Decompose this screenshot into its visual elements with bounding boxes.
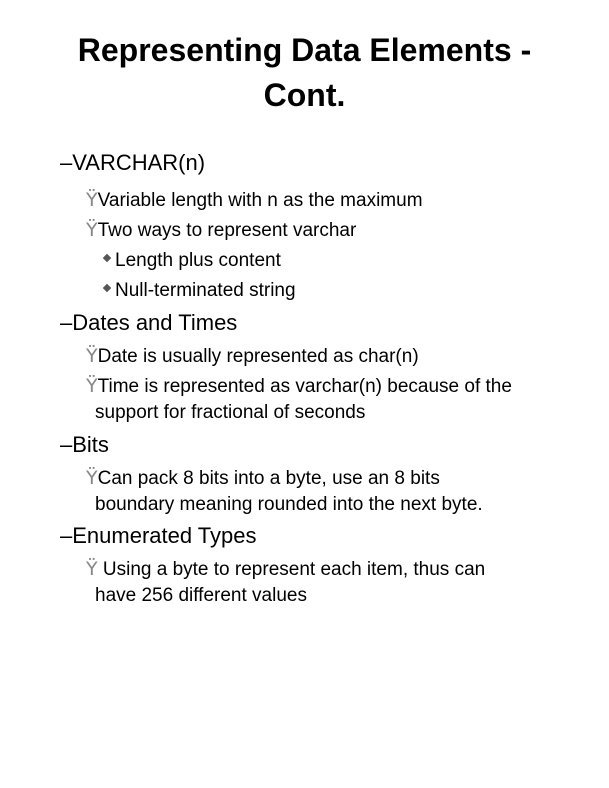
bullet-glyph: Ÿ [86,558,98,580]
diamond-bullet-icon [103,254,111,262]
sub-item-text: Null-terminated string [115,280,296,301]
item-text-continued: boundary meaning rounded into the next byte. [95,494,483,515]
heading-enumerated-types: –Enumerated Types [60,523,257,548]
heading-dates-and-times: –Dates and Times [60,310,238,335]
list-item [86,343,586,370]
heading-varchar: –VARCHAR(n) [60,150,206,175]
list-item [86,465,586,518]
title-line-1: Representing Data Elements - [77,32,532,68]
item-text: Time is represented as varchar(n) because of the [97,376,512,397]
bullet-glyph: Ÿ [86,219,98,241]
item-text: Two ways to represent varchar [97,220,357,241]
title-line-2: Cont. [263,77,346,113]
list-item [86,373,586,426]
sub-list-item [104,278,296,304]
bullet-glyph: Ÿ [86,189,98,211]
list-item [86,187,586,214]
item-text: Using a byte to represent each item, thus can [97,559,486,580]
sub-list-item [104,248,281,274]
item-text: Can pack 8 bits into a byte, use an 8 bits [97,468,440,489]
heading-bits: –Bits [60,432,109,457]
item-text-continued: have 256 different values [95,585,307,606]
slide-title [0,28,609,118]
bullet-glyph: Ÿ [86,375,98,397]
bullet-glyph: Ÿ [86,345,98,367]
sub-item-text: Length plus content [115,250,281,271]
bullet-glyph: Ÿ [86,467,98,489]
item-text-continued: support for fractional of seconds [95,402,366,423]
item-text: Date is usually represented as char(n) [97,346,419,367]
list-item [86,556,586,609]
item-text: Variable length with n as the maximum [97,190,423,211]
diamond-bullet-icon [103,284,111,292]
list-item [86,217,586,244]
